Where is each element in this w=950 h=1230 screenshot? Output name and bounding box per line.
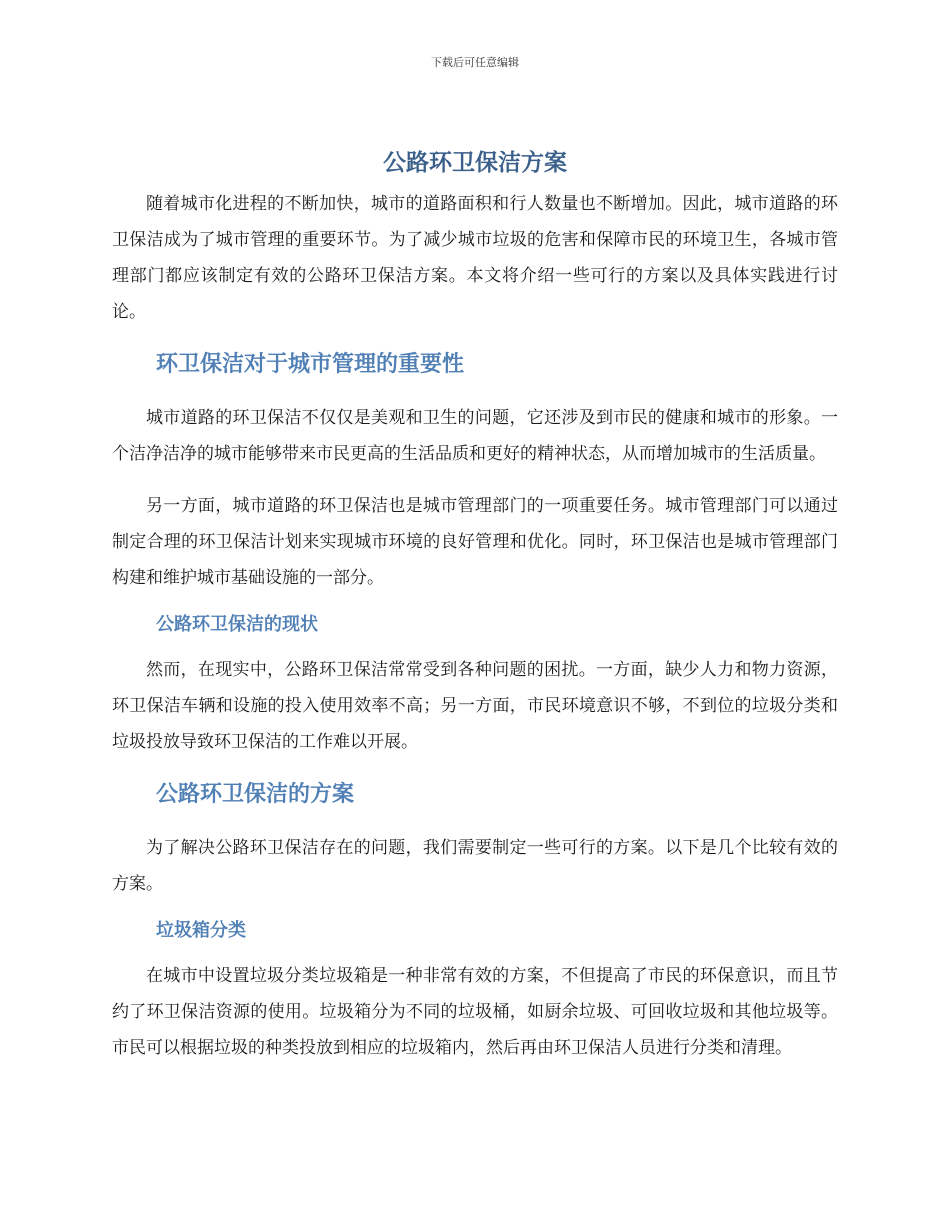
section-heading-importance: 环卫保洁对于城市管理的重要性 <box>156 352 465 377</box>
sorting-paragraph: 在城市中设置垃圾分类垃圾箱是一种非常有效的方案，不但提高了市民的环保意识，而且节约了环卫保洁资源的使用。垃圾箱分为不同的垃圾桶，如厨余垃圾、可回收垃圾和其他垃圾等。市民可以根据垃圾的种类投放到相应的垃圾箱内，然后再由环卫保洁人员进行分类和清理。 <box>112 966 838 1058</box>
paragraph-gap <box>112 472 838 488</box>
intro-paragraph: 随着城市化进程的不断加快，城市的道路面积和行人数量也不断增加。因此，城市道路的环卫保洁成为了城市管理的重要环节。为了减少城市垃圾的危害和保障市民的环境卫生，各城市管理部门都应该制定有效的公路环卫保洁方案。本文将介绍一些可行的方案以及具体实践进行讨论。 <box>112 194 838 322</box>
document-title: 公路环卫保洁方案 <box>383 150 567 176</box>
status-paragraph: 然而，在现实中，公路环卫保洁常常受到各种问题的困扰。一方面，缺少人力和物力资源，环卫保洁车辆和设施的投入使用效率不高；另一方面，市民环境意识不够，不到位的垃圾分类和垃圾投放导致环卫保洁的工作难以开展。 <box>112 660 838 752</box>
plan-paragraph: 为了解决公路环卫保洁存在的问题，我们需要制定一些可行的方案。以下是几个比较有效的方案。 <box>112 838 838 894</box>
section-heading-plan: 公路环卫保洁的方案 <box>156 782 355 807</box>
header-note: 下载后可任意编辑 <box>431 56 519 69</box>
document-body <box>112 146 838 1066</box>
section-heading-status: 公路环卫保洁的现状 <box>156 614 318 635</box>
section-heading-sorting: 垃圾箱分类 <box>156 920 246 941</box>
importance-paragraph-1: 城市道路的环卫保洁不仅仅是美观和卫生的问题，它还涉及到市民的健康和城市的形象。一个洁净洁净的城市能够带来市民更高的生活品质和更好的精神状态，从而增加城市的生活质量。 <box>112 408 838 464</box>
importance-paragraph-2: 另一方面，城市道路的环卫保洁也是城市管理部门的一项重要任务。城市管理部门可以通过制定合理的环卫保洁计划来实现城市环境的良好管理和优化。同时，环卫保洁也是城市管理部门构建和维护城市基础设施的一部分。 <box>112 496 838 588</box>
